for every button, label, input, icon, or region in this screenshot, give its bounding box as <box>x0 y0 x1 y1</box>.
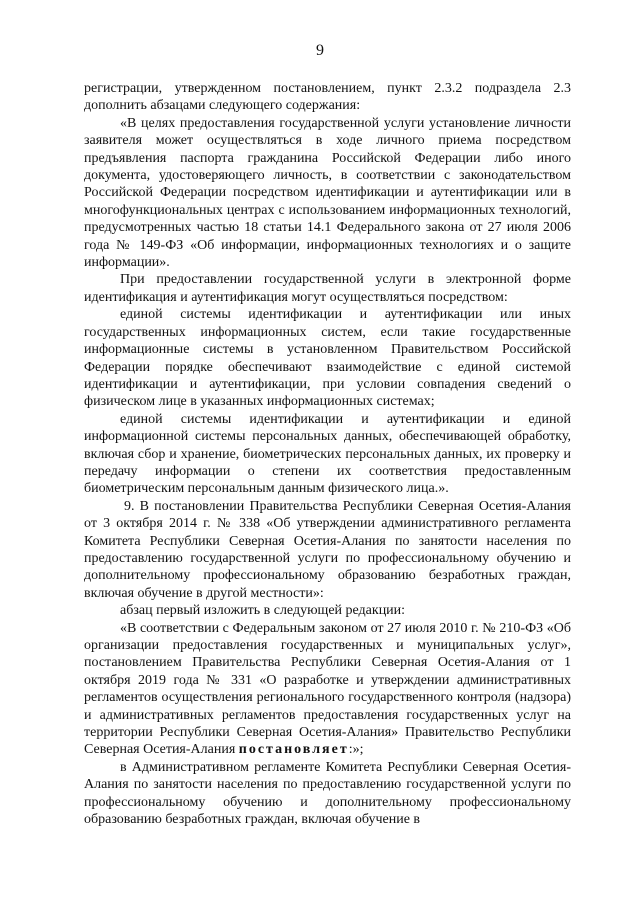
page-number: 9 <box>316 42 324 59</box>
paragraph-8 <box>84 620 571 759</box>
postanovlyaet-emphasis: постановляет <box>238 742 349 758</box>
paragraph-3: При предоставлении государственной услуги в электронной форме идентификация и аутентификация могут осуществляться посредством: <box>84 272 571 305</box>
postanovlyaet-tail: :»; <box>348 742 364 758</box>
paragraph-9: в Административном регламенте Комитета Республики Северная Осетия-Алания по занятости населения по предоставлению государственной услуги по профессиональному обучению и дополнительному профессиональному образованию безработных граждан, включая обучение в <box>84 759 571 828</box>
paragraph-6: 9. В постановлении Правительства Республики Северная Осетия-Алания от 3 октября 2014 г. № 338 «Об утверждении административного регламента Комитета Республики Северная Осетия-Алания по занятости населения по предоставлению государственной услуги по профессиональному обучению и дополнительному профессиональному образованию безработных граждан, включая обучение в другой местности»: <box>84 498 571 601</box>
paragraph-4: единой системы идентификации и аутентификации или иных государственных информационных систем, если такие государственные информационные системы в установленном Правительством Российской Федерации порядке обеспечивают взаимодействие с единой системой идентификации и аутентификации, при условии совпадения сведений о физическом лице в указанных информационных системах; <box>84 307 571 410</box>
paragraph-2: «В целях предоставления государственной услуги установление личности заявителя может осуществляться в ходе личного приема посредством предъявления паспорта гражданина Российской Федерации либо иного документа, удостоверяющего личность, в соответствии с законодательством Российской Федерации посредством идентификации и аутентификации или в многофункциональных центрах с использованием информационных технологий, предусмотренных частью 18 статьи 14.1 Федерального закона от 27 июля 2006 года № 149-ФЗ «Об информации, информационных технологиях и о защите информации». <box>84 115 571 271</box>
document-body <box>84 80 571 828</box>
paragraph-8-text: «В соответствии с Федеральным законом от 27 июля 2010 г. № 210-ФЗ «Об организации предоставления государственных и муниципальных услуг», постановлением Правительства Республики Северная Осетия-Алания от 1 октября 2019 года № 331 «О разработке и утверждении административных регламентов осуществления регионального государственного контроля (надзора) и административных регламентов предоставления государственных услуг на территории Республики Северная Осетия-Алания» Правительство Республики Северная Осетия-Алания <box>84 620 571 758</box>
paragraph-7: абзац первый изложить в следующей редакции: <box>120 603 406 619</box>
paragraph-1: регистрации, утвержденном постановлением, пункт 2.3.2 подраздела 2.3 дополнить абзацами следующего содержания: <box>84 81 571 114</box>
paragraph-5: единой системы идентификации и аутентификации и единой информационной системы персональных данных, обеспечивающей обработку, включая сбор и хранение, биометрических персональных данных, их проверку и передачу информации о степени их соответствия предоставленным биометрическим персональным данным физического лица.». <box>84 411 571 497</box>
